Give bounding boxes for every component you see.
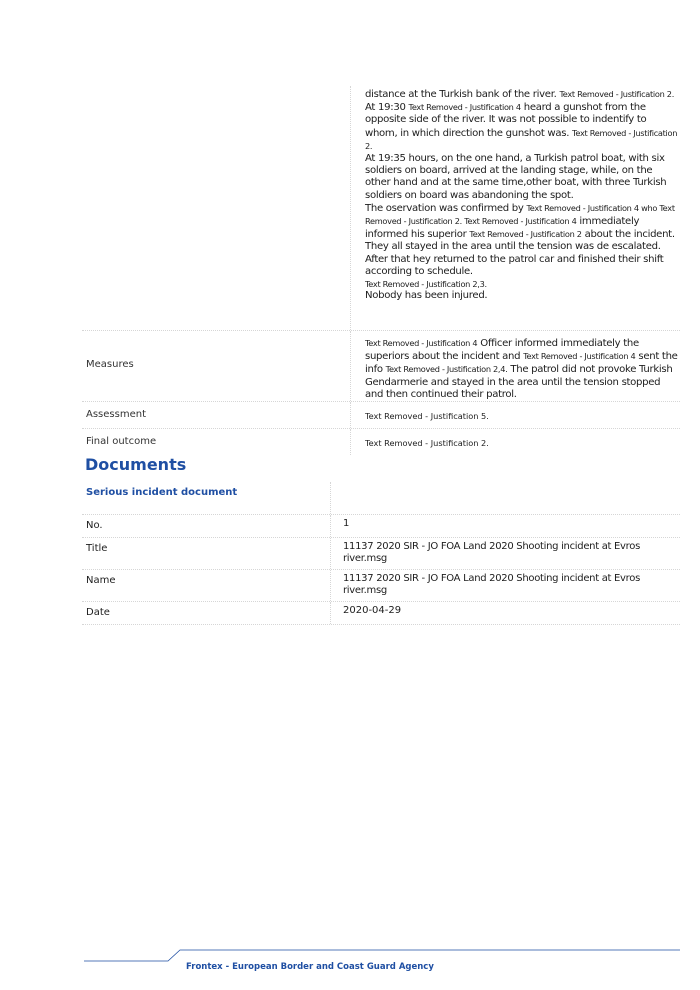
measures-text: Text Removed - Justification 4 Officer informed immediately the superiors about the incident and Text Removed - Justification 4 sent the info Text Removed - Justification 2,4. The patrol did not provoke Turkish Gendarmerie and stayed in the area until the tension stopped and then continued their patrol. bbox=[365, 338, 678, 400]
narrative-paragraph: distance at the Turkish bank of the river. Text Removed - Justification 2. At 19:30 Text Removed - Justification 4 heard a gunshot from the opposite side of the river. It was not possible to indentify to whom, in which direction the gunshot was. Text Removed - Justification 2. bbox=[365, 89, 678, 151]
document-field-label: Date bbox=[82, 602, 331, 624]
redaction-note: Text Removed - Justification 2. bbox=[365, 127, 678, 151]
assessment-value: Text Removed - Justification 5. bbox=[365, 411, 489, 421]
assessment-label: Assessment bbox=[86, 409, 146, 420]
document-field-label: No. bbox=[82, 515, 331, 537]
redaction-note: Text Removed - Justification 2,4. bbox=[385, 364, 508, 375]
document-field-value: 1 bbox=[343, 518, 350, 529]
narrative-paragraph: The oservation was confirmed by Text Removed - Justification 4 who Text Removed - Justification 2. Text Removed - Justification 4 immediately informed his superior Text Removed - Justification 2 about the incident. They all stayed in the area until the tension was de escalated. After that hey returned to the patrol car and finished their shift according to schedule. bbox=[365, 202, 675, 277]
redaction-note: Text Removed - Justification 4 bbox=[408, 102, 521, 113]
documents-subheading: Serious incident document bbox=[82, 482, 331, 514]
document-field-label: Title bbox=[82, 538, 331, 569]
measures-label: Measures bbox=[86, 359, 134, 370]
redaction-note: Text Removed - Justification 4 who Text Removed - Justification 2. Text Removed - Justification 4 bbox=[365, 202, 675, 227]
document-field-value: 11137 2020 SIR - JO FOA Land 2020 Shooting incident at Evros river.msg bbox=[343, 541, 640, 564]
narrative-paragraph: At 19:35 hours, on the one hand, a Turkish patrol boat, with six soldiers on board, arrived at the landing stage, while, on the other hand and at the same time,other boat, with three Turkish soldiers on board was abandoning the spot. bbox=[365, 153, 667, 201]
document-field-value: 2020-04-29 bbox=[343, 605, 402, 616]
redaction-note: Text Removed - Justification 4 bbox=[523, 351, 636, 362]
documents-heading: Documents bbox=[85, 455, 187, 474]
document-field-label: Name bbox=[82, 570, 331, 601]
redaction-note: Text Removed - Justification 2. bbox=[559, 89, 675, 99]
final-outcome-value: Text Removed - Justification 2. bbox=[365, 438, 489, 448]
document-field-value: 11137 2020 SIR - JO FOA Land 2020 Shooting incident at Evros river.msg bbox=[343, 573, 640, 596]
footer-agency-name: Frontex - European Border and Coast Guard Agency bbox=[186, 962, 434, 972]
redaction-note: Text Removed - Justification 2 bbox=[469, 229, 582, 240]
redaction-note: Text Removed - Justification 2,3. bbox=[365, 279, 487, 290]
redaction-note: Text Removed - Justification 4 bbox=[365, 338, 478, 348]
narrative-paragraph: Nobody has been injured. bbox=[365, 290, 488, 302]
final-outcome-label: Final outcome bbox=[86, 436, 157, 447]
